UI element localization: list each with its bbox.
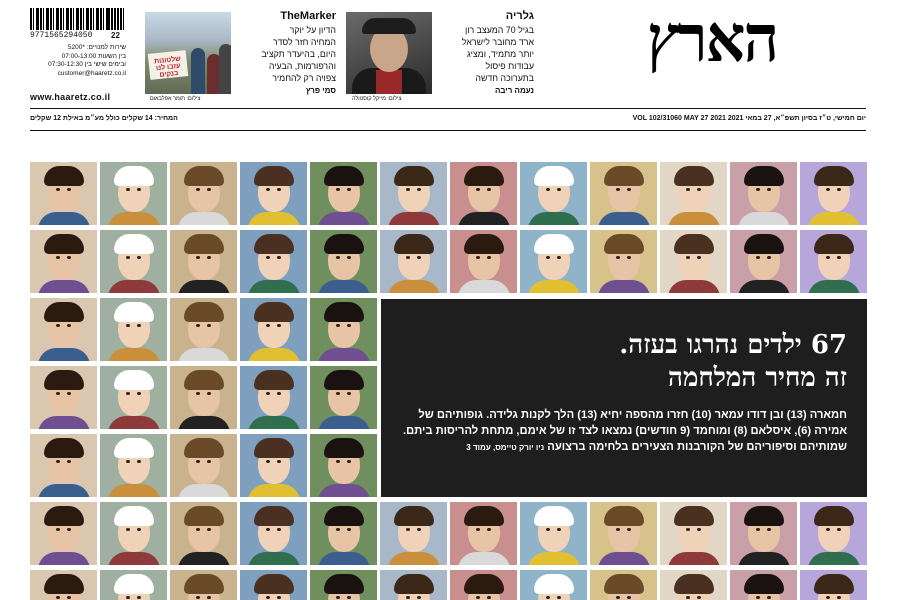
child-portrait bbox=[450, 502, 517, 565]
child-portrait bbox=[520, 230, 587, 293]
dateline-divider bbox=[30, 130, 866, 131]
child-portrait bbox=[800, 502, 867, 565]
child-portrait bbox=[170, 230, 237, 293]
child-portrait bbox=[240, 162, 307, 225]
child-portrait bbox=[30, 366, 97, 429]
child-portrait bbox=[800, 230, 867, 293]
issue-code: 22 bbox=[111, 31, 120, 40]
themarker-teaser[interactable] bbox=[246, 10, 336, 95]
child-portrait bbox=[730, 570, 797, 600]
child-portrait bbox=[310, 366, 377, 429]
child-portrait bbox=[240, 366, 307, 429]
child-portrait bbox=[100, 298, 167, 361]
child-portrait bbox=[590, 502, 657, 565]
child-portrait bbox=[660, 570, 727, 600]
child-portrait bbox=[240, 298, 307, 361]
cover-price: המחיר: 14 שקלים כולל מע״מ באילת 12 שקלים bbox=[30, 115, 178, 122]
teaser-byline: נעמה ריבה bbox=[494, 86, 534, 95]
child-portrait bbox=[170, 502, 237, 565]
main-subheadline: זה מחיר המלחמה bbox=[668, 363, 847, 393]
teaser-byline: סמי פרץ bbox=[305, 86, 336, 95]
child-portrait bbox=[100, 162, 167, 225]
child-portrait bbox=[380, 162, 447, 225]
lead-credit: ניו יורק טיימס, עמוד 3 bbox=[466, 443, 545, 452]
child-portrait bbox=[730, 502, 797, 565]
child-portrait bbox=[380, 230, 447, 293]
child-portrait bbox=[800, 570, 867, 600]
themarker-photo[interactable] bbox=[145, 12, 231, 94]
lead-paragraph bbox=[401, 407, 847, 456]
child-portrait bbox=[590, 570, 657, 600]
newspaper-masthead: הארץ bbox=[646, 0, 778, 77]
child-portrait bbox=[520, 162, 587, 225]
child-portrait bbox=[100, 366, 167, 429]
child-portrait bbox=[30, 162, 97, 225]
lead-text: חמארה (13) ובן דודו עמאר (10) חזרו מהספה יחיא (13) הלך לקנות גלידה. גופותיהם של אמירה (6), איסלאם (8) ומוחמד (9 חודשים) נמצאו לצד זו של אימם, מתחת להריסות ביתם. שמותיהם וסיפוריהם של הקורבנות הצעירים בלחימה ברצועה bbox=[403, 409, 847, 453]
child-portrait bbox=[30, 570, 97, 600]
themarker-photo-caption: צילום: תומר אפלבאום bbox=[150, 96, 201, 102]
child-portrait bbox=[240, 570, 307, 600]
child-portrait bbox=[590, 162, 657, 225]
child-portrait bbox=[450, 162, 517, 225]
child-portrait bbox=[170, 570, 237, 600]
child-portrait bbox=[450, 230, 517, 293]
teaser-line: הדיון על יוקר bbox=[289, 25, 336, 35]
child-portrait bbox=[660, 502, 727, 565]
teaser-line: בתערוכה חדשה bbox=[475, 73, 534, 83]
child-portrait bbox=[100, 502, 167, 565]
teaser-line: עבודות פיסול bbox=[485, 61, 534, 71]
site-url-link[interactable]: www.haaretz.co.il bbox=[30, 92, 111, 102]
teaser-line: יותר מתמיד, ומציג bbox=[467, 49, 534, 59]
child-portrait bbox=[380, 502, 447, 565]
child-portrait bbox=[310, 162, 377, 225]
main-headline: 67 ילדים נהרגו בעזה. bbox=[619, 330, 847, 360]
child-portrait bbox=[240, 502, 307, 565]
contact-line: בין השעות 07:00-13:00 bbox=[61, 52, 126, 60]
child-portrait bbox=[100, 434, 167, 497]
child-portrait bbox=[310, 570, 377, 600]
teaser-line: היום, בהיעדר תקציב bbox=[261, 49, 336, 59]
gallery-photo-caption: צילום: מייקל קוסטולה bbox=[352, 96, 402, 102]
child-portrait bbox=[520, 570, 587, 600]
teaser-line: המחיה חזר לסדר bbox=[272, 37, 336, 47]
main-headline-box[interactable] bbox=[381, 299, 867, 497]
child-portrait bbox=[100, 570, 167, 600]
dateline-bar bbox=[30, 112, 866, 126]
contact-line: ובימים שישי בין 07:30-12:30 bbox=[48, 61, 126, 69]
child-portrait bbox=[660, 162, 727, 225]
teaser-line: והרפורמות, הבעיה bbox=[268, 61, 336, 71]
child-portrait bbox=[730, 230, 797, 293]
teaser-line: ארד מחובר לישראל bbox=[461, 37, 534, 47]
child-portrait bbox=[590, 230, 657, 293]
child-portrait bbox=[450, 570, 517, 600]
child-portrait bbox=[170, 434, 237, 497]
child-portrait bbox=[660, 230, 727, 293]
themarker-logo: TheMarker bbox=[280, 10, 336, 22]
child-portrait bbox=[310, 230, 377, 293]
gallery-section-label: גלריה bbox=[505, 10, 534, 22]
protest-sign: שלטונות עזבו לנו בנקים bbox=[148, 50, 189, 80]
child-portrait bbox=[30, 502, 97, 565]
header-divider bbox=[30, 108, 866, 109]
barcode-number: 9771565294050 bbox=[30, 31, 93, 40]
child-portrait bbox=[30, 230, 97, 293]
child-portrait bbox=[240, 434, 307, 497]
child-portrait bbox=[380, 570, 447, 600]
child-portrait bbox=[30, 298, 97, 361]
child-portrait bbox=[170, 162, 237, 225]
issue-date: יום חמישי, ט״ז בסיון תשפ״א, 27 במאי 2021 VOL 102/31060 MAY 27 2021 bbox=[632, 115, 866, 122]
child-portrait bbox=[520, 502, 587, 565]
contact-email[interactable]: customer@haaretz.co.il bbox=[57, 69, 126, 77]
child-portrait bbox=[170, 298, 237, 361]
child-portrait bbox=[100, 230, 167, 293]
gallery-teaser[interactable] bbox=[438, 10, 534, 95]
child-portrait bbox=[730, 162, 797, 225]
subscriber-contact bbox=[30, 44, 126, 78]
child-portrait bbox=[30, 434, 97, 497]
child-portrait bbox=[240, 230, 307, 293]
teaser-line: צפויה רק להחמיר bbox=[272, 73, 336, 83]
child-portrait bbox=[170, 366, 237, 429]
teaser-line: בגיל 70 המעצב רון bbox=[464, 25, 534, 35]
child-portrait bbox=[800, 162, 867, 225]
gallery-photo[interactable] bbox=[346, 12, 432, 94]
issue-barcode bbox=[108, 8, 122, 30]
child-portrait bbox=[310, 298, 377, 361]
contact-line: שירות למנויים: *5200 bbox=[67, 44, 126, 51]
child-portrait bbox=[310, 502, 377, 565]
child-portrait bbox=[310, 434, 377, 497]
